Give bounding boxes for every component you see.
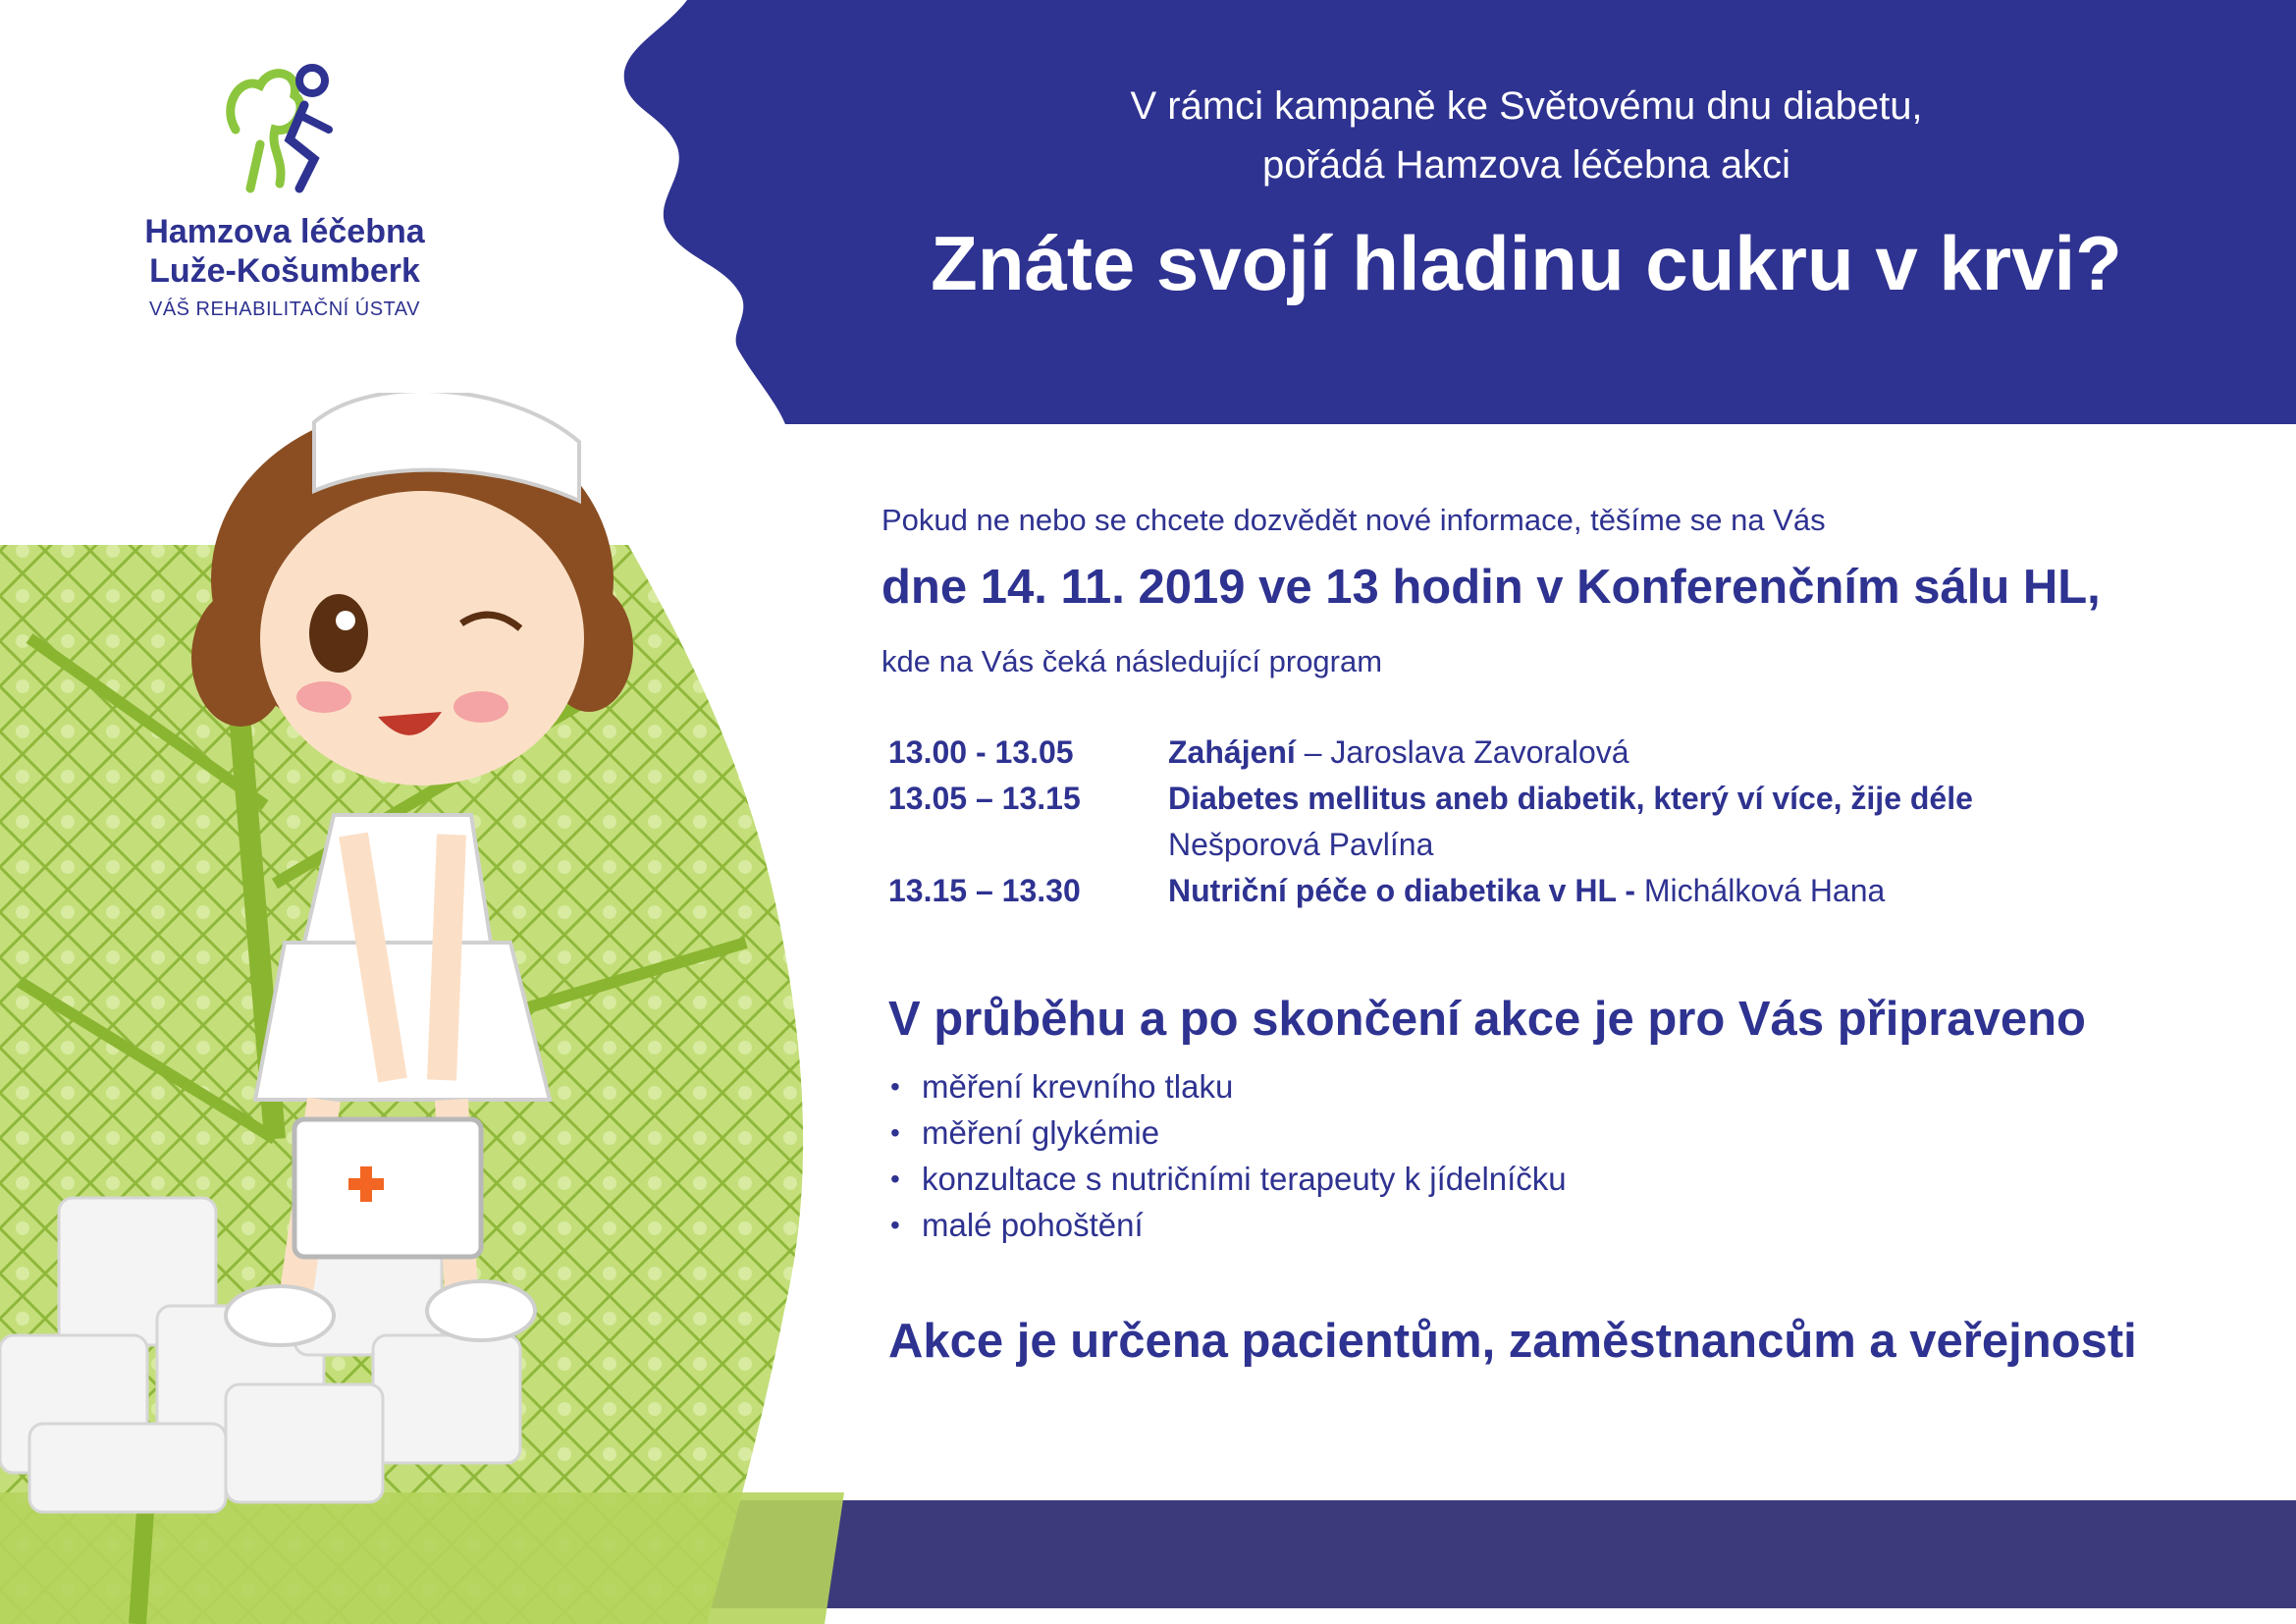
- invite-text: Pokud ne nebo se chcete dozvědět nové informace, těšíme se na Vás: [881, 503, 1826, 537]
- list-item: • malé pohoštění: [888, 1202, 1567, 1248]
- program-title-3: Nutriční péče o diabetika v HL: [1168, 873, 1617, 908]
- prepared-heading: V průběhu a po skončení akce je pro Vás připraveno: [888, 993, 2086, 1046]
- program-speaker-1: Jaroslava Zavoralová: [1330, 734, 1629, 770]
- intro-line-2: pořádá Hamzova léčebna akci: [1261, 143, 1791, 187]
- program-time-2: 13.05 – 13.15: [888, 781, 1081, 816]
- program-sep-1: –: [1295, 734, 1331, 770]
- intro-line-1: V rámci kampaně ke Světovému dnu diabetu,: [1130, 84, 1923, 128]
- program-intro: kde na Vás čeká následující program: [881, 644, 1383, 678]
- nurse-illustration: [0, 393, 844, 1624]
- program-time-3: 13.15 – 13.30: [888, 873, 1081, 908]
- logo-tagline: VÁŠ REHABILITAČNÍ ÚSTAV: [148, 298, 420, 320]
- program-speaker-3: Michálková Hana: [1643, 873, 1886, 908]
- program-time-1: 13.00 - 13.05: [888, 734, 1074, 770]
- program-title-2: Diabetes mellitus aneb diabetik, který ví více, žije déle: [1168, 781, 1973, 816]
- list-item: • konzultace s nutričními terapeuty k jídelníčku: [888, 1156, 1567, 1202]
- program-item-2: [1168, 781, 1973, 817]
- logo-mark-icon: [216, 61, 344, 193]
- program-title-1: Zahájení: [1168, 734, 1296, 770]
- logo-name-line1: Hamzova léčebna: [144, 213, 425, 250]
- program-item-1: [1168, 734, 1629, 771]
- prepared-list: [888, 1063, 1567, 1248]
- program-item-3: [1168, 873, 1885, 909]
- list-item: • měření krevního tlaku: [888, 1063, 1567, 1110]
- event-date-place: dne 14. 11. 2019 ve 13 hodin v Konferenčním sálu HL,: [881, 561, 2101, 614]
- program-speaker-2: Nešporová Pavlína: [1168, 827, 1434, 862]
- page-title: Znáte svojí hladinu cukru v krvi?: [931, 220, 2122, 306]
- logo-name-line2: Luže-Košumberk: [149, 252, 420, 290]
- list-item: • měření glykémie: [888, 1110, 1567, 1156]
- program-sep-3: -: [1616, 873, 1644, 908]
- audience-text: Akce je určena pacientům, zaměstnancům a veřejnosti: [888, 1315, 2137, 1368]
